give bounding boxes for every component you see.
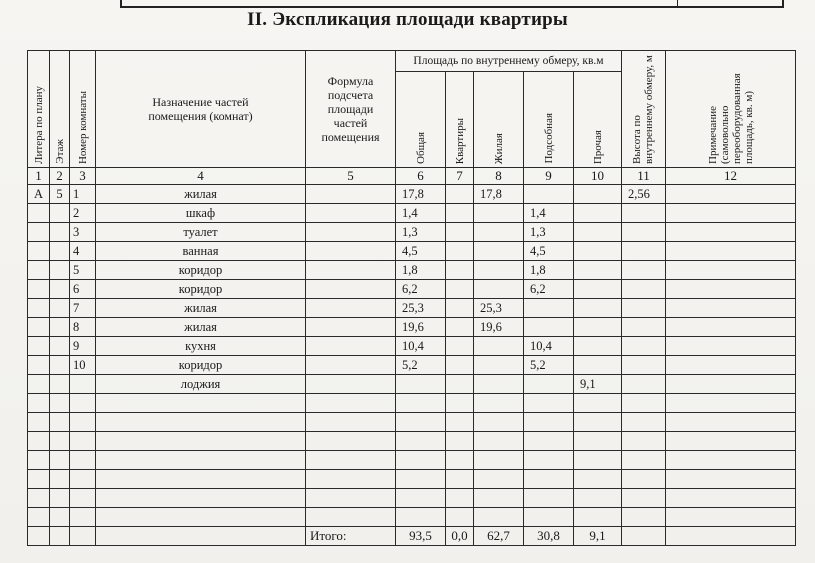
column-number-cell: 8 (474, 168, 524, 185)
header-primechanie: Примечание (самовольно переоборудованная площадь, кв. м) (666, 51, 796, 168)
table-row (28, 470, 796, 489)
column-number-cell: 10 (574, 168, 622, 185)
table-row (28, 508, 796, 527)
vysota-cell (622, 337, 666, 356)
litera-cell (28, 470, 50, 489)
podsobnaya-cell: 1,3 (524, 223, 574, 242)
formula-cell (306, 337, 396, 356)
primechanie-cell (666, 489, 796, 508)
podsobnaya-cell: 1,4 (524, 204, 574, 223)
obshaya-cell (396, 413, 446, 432)
litera-cell (28, 413, 50, 432)
primechanie-cell (666, 337, 796, 356)
litera-cell (28, 242, 50, 261)
total-empty-cell (70, 527, 96, 546)
room-number-cell: 10 (70, 356, 96, 375)
zhilaya-cell (474, 375, 524, 394)
room-number-cell: 5 (70, 261, 96, 280)
prochaya-cell (574, 413, 622, 432)
zhilaya-cell (474, 413, 524, 432)
total-empty-cell (666, 527, 796, 546)
primechanie-cell (666, 261, 796, 280)
table-row (28, 242, 796, 261)
podsobnaya-cell (524, 470, 574, 489)
column-number-cell: 3 (70, 168, 96, 185)
vysota-cell (622, 394, 666, 413)
obshaya-cell (396, 394, 446, 413)
vysota-cell (622, 508, 666, 527)
vysota-cell (622, 223, 666, 242)
table-row (28, 318, 796, 337)
room-number-cell (70, 451, 96, 470)
formula-cell (306, 508, 396, 527)
table-row (28, 261, 796, 280)
primechanie-cell (666, 413, 796, 432)
etazh-cell (50, 261, 70, 280)
total-kvartiry: 0,0 (446, 527, 474, 546)
primechanie-cell (666, 204, 796, 223)
room-number-cell (70, 470, 96, 489)
obshaya-cell: 1,4 (396, 204, 446, 223)
vysota-cell (622, 470, 666, 489)
litera-cell (28, 261, 50, 280)
room-name-cell: шкаф (96, 204, 306, 223)
room-number-cell: 6 (70, 280, 96, 299)
formula-cell (306, 394, 396, 413)
room-name-cell: коридор (96, 280, 306, 299)
total-podsobnaya: 30,8 (524, 527, 574, 546)
zhilaya-cell (474, 451, 524, 470)
obshaya-cell (396, 451, 446, 470)
obshaya-cell (396, 470, 446, 489)
podsobnaya-cell (524, 318, 574, 337)
column-number-cell: 2 (50, 168, 70, 185)
etazh-cell (50, 280, 70, 299)
total-empty-cell (28, 527, 50, 546)
formula-cell (306, 318, 396, 337)
vysota-cell (622, 261, 666, 280)
room-number-cell (70, 394, 96, 413)
primechanie-cell (666, 299, 796, 318)
obshaya-cell (396, 489, 446, 508)
kvartiry-cell (446, 204, 474, 223)
litera-cell (28, 299, 50, 318)
room-name-cell (96, 508, 306, 527)
primechanie-cell (666, 242, 796, 261)
header-nomer: Номер комнаты (70, 51, 96, 168)
header-formula: Формула подсчета площади частей помещения (306, 51, 396, 168)
etazh-cell (50, 489, 70, 508)
podsobnaya-cell (524, 489, 574, 508)
prochaya-cell (574, 299, 622, 318)
total-zhilaya: 62,7 (474, 527, 524, 546)
prochaya-cell (574, 223, 622, 242)
kvartiry-cell (446, 299, 474, 318)
zhilaya-cell (474, 508, 524, 527)
zhilaya-cell (474, 356, 524, 375)
room-name-cell (96, 394, 306, 413)
litera-cell: А (28, 185, 50, 204)
primechanie-cell (666, 318, 796, 337)
vysota-cell (622, 489, 666, 508)
litera-cell (28, 394, 50, 413)
kvartiry-cell (446, 489, 474, 508)
podsobnaya-cell (524, 432, 574, 451)
primechanie-cell (666, 223, 796, 242)
prochaya-cell (574, 185, 622, 204)
column-numbers-row (28, 168, 796, 185)
header-prochaya: Прочая (574, 72, 622, 168)
kvartiry-cell (446, 470, 474, 489)
header-podsobnaya: Подсобная (524, 72, 574, 168)
vysota-cell (622, 318, 666, 337)
column-number-cell: 12 (666, 168, 796, 185)
previous-table-edge (120, 0, 784, 8)
zhilaya-cell (474, 394, 524, 413)
litera-cell (28, 375, 50, 394)
zhilaya-cell (474, 470, 524, 489)
table-row (28, 299, 796, 318)
header-naznachenie: Назначение частей помещения (комнат) (96, 51, 306, 168)
kvartiry-cell (446, 356, 474, 375)
room-number-cell (70, 432, 96, 451)
header-litera: Литера по плану (28, 51, 50, 168)
vysota-cell (622, 204, 666, 223)
podsobnaya-cell: 10,4 (524, 337, 574, 356)
formula-cell (306, 375, 396, 394)
formula-cell (306, 299, 396, 318)
header-vysota: Высота по внутреннему обмеру, м (622, 51, 666, 168)
litera-cell (28, 432, 50, 451)
prochaya-cell (574, 394, 622, 413)
primechanie-cell (666, 394, 796, 413)
header-zhilaya: Жилая (474, 72, 524, 168)
kvartiry-cell (446, 185, 474, 204)
kvartiry-cell (446, 375, 474, 394)
room-name-cell (96, 470, 306, 489)
prochaya-cell (574, 337, 622, 356)
prochaya-cell (574, 261, 622, 280)
total-empty-cell (50, 527, 70, 546)
primechanie-cell (666, 356, 796, 375)
obshaya-cell: 1,3 (396, 223, 446, 242)
vysota-cell (622, 356, 666, 375)
zhilaya-cell (474, 261, 524, 280)
formula-cell (306, 261, 396, 280)
obshaya-cell: 5,2 (396, 356, 446, 375)
table-row (28, 280, 796, 299)
column-number-cell: 6 (396, 168, 446, 185)
column-number-cell: 5 (306, 168, 396, 185)
room-number-cell: 8 (70, 318, 96, 337)
prochaya-cell (574, 318, 622, 337)
formula-cell (306, 204, 396, 223)
kvartiry-cell (446, 432, 474, 451)
litera-cell (28, 508, 50, 527)
obshaya-cell: 1,8 (396, 261, 446, 280)
prochaya-cell (574, 280, 622, 299)
obshaya-cell (396, 508, 446, 527)
vysota-cell (622, 451, 666, 470)
zhilaya-cell (474, 242, 524, 261)
etazh-cell (50, 451, 70, 470)
room-name-cell: жилая (96, 185, 306, 204)
room-name-cell (96, 413, 306, 432)
room-name-cell: лоджия (96, 375, 306, 394)
primechanie-cell (666, 185, 796, 204)
room-name-cell: ванная (96, 242, 306, 261)
litera-cell (28, 356, 50, 375)
obshaya-cell: 25,3 (396, 299, 446, 318)
prochaya-cell (574, 508, 622, 527)
formula-cell (306, 413, 396, 432)
room-name-cell: жилая (96, 299, 306, 318)
room-number-cell (70, 489, 96, 508)
total-label: Итого: (306, 527, 396, 546)
table-row (28, 204, 796, 223)
podsobnaya-cell: 5,2 (524, 356, 574, 375)
formula-cell (306, 356, 396, 375)
prochaya-cell (574, 489, 622, 508)
podsobnaya-cell: 1,8 (524, 261, 574, 280)
table-row (28, 413, 796, 432)
litera-cell (28, 489, 50, 508)
etazh-cell (50, 242, 70, 261)
etazh-cell (50, 356, 70, 375)
prochaya-cell (574, 470, 622, 489)
etazh-cell (50, 375, 70, 394)
total-obshaya: 93,5 (396, 527, 446, 546)
etazh-cell (50, 337, 70, 356)
zhilaya-cell (474, 432, 524, 451)
formula-cell (306, 185, 396, 204)
primechanie-cell (666, 470, 796, 489)
podsobnaya-cell: 4,5 (524, 242, 574, 261)
zhilaya-cell: 17,8 (474, 185, 524, 204)
room-number-cell (70, 508, 96, 527)
room-number-cell (70, 413, 96, 432)
litera-cell (28, 318, 50, 337)
room-number-cell: 1 (70, 185, 96, 204)
podsobnaya-cell (524, 375, 574, 394)
formula-cell (306, 223, 396, 242)
podsobnaya-cell (524, 508, 574, 527)
primechanie-cell (666, 432, 796, 451)
vysota-cell (622, 242, 666, 261)
kvartiry-cell (446, 337, 474, 356)
etazh-cell (50, 223, 70, 242)
table-row (28, 185, 796, 204)
podsobnaya-cell (524, 451, 574, 470)
litera-cell (28, 280, 50, 299)
total-row (28, 527, 796, 546)
vysota-cell (622, 280, 666, 299)
prochaya-cell (574, 242, 622, 261)
prochaya-cell (574, 204, 622, 223)
room-number-cell: 4 (70, 242, 96, 261)
column-number-cell: 4 (96, 168, 306, 185)
prochaya-cell (574, 451, 622, 470)
header-etazh: Этаж (50, 51, 70, 168)
prochaya-cell (574, 356, 622, 375)
page-title: II. Экспликация площади квартиры (247, 9, 568, 30)
litera-cell (28, 451, 50, 470)
obshaya-cell: 19,6 (396, 318, 446, 337)
obshaya-cell (396, 432, 446, 451)
formula-cell (306, 489, 396, 508)
kvartiry-cell (446, 223, 474, 242)
total-empty-cell (622, 527, 666, 546)
obshaya-cell: 6,2 (396, 280, 446, 299)
table-row (28, 394, 796, 413)
room-name-cell: кухня (96, 337, 306, 356)
room-name-cell: жилая (96, 318, 306, 337)
primechanie-cell (666, 451, 796, 470)
vysota-cell: 2,56 (622, 185, 666, 204)
zhilaya-cell (474, 204, 524, 223)
kvartiry-cell (446, 280, 474, 299)
room-number-cell (70, 375, 96, 394)
explication-table (27, 50, 796, 546)
prochaya-cell (574, 432, 622, 451)
formula-cell (306, 451, 396, 470)
formula-cell (306, 470, 396, 489)
obshaya-cell: 4,5 (396, 242, 446, 261)
zhilaya-cell (474, 337, 524, 356)
podsobnaya-cell: 6,2 (524, 280, 574, 299)
litera-cell (28, 204, 50, 223)
table-row (28, 375, 796, 394)
zhilaya-cell (474, 280, 524, 299)
etazh-cell (50, 432, 70, 451)
room-name-cell: коридор (96, 356, 306, 375)
etazh-cell: 5 (50, 185, 70, 204)
kvartiry-cell (446, 413, 474, 432)
vysota-cell (622, 375, 666, 394)
room-name-cell (96, 432, 306, 451)
header-area-group: Площадь по внутреннему обмеру, кв.м (396, 51, 622, 72)
column-number-cell: 7 (446, 168, 474, 185)
room-number-cell: 2 (70, 204, 96, 223)
formula-cell (306, 432, 396, 451)
total-empty-cell (96, 527, 306, 546)
room-number-cell: 9 (70, 337, 96, 356)
prochaya-cell: 9,1 (574, 375, 622, 394)
table-row (28, 223, 796, 242)
vysota-cell (622, 432, 666, 451)
litera-cell (28, 337, 50, 356)
column-number-cell: 11 (622, 168, 666, 185)
room-number-cell: 3 (70, 223, 96, 242)
table-row (28, 356, 796, 375)
table-row (28, 432, 796, 451)
room-name-cell: коридор (96, 261, 306, 280)
etazh-cell (50, 299, 70, 318)
primechanie-cell (666, 508, 796, 527)
etazh-cell (50, 318, 70, 337)
room-number-cell: 7 (70, 299, 96, 318)
kvartiry-cell (446, 242, 474, 261)
obshaya-cell: 17,8 (396, 185, 446, 204)
header-obshaya: Общая (396, 72, 446, 168)
podsobnaya-cell (524, 299, 574, 318)
obshaya-cell: 10,4 (396, 337, 446, 356)
column-number-cell: 9 (524, 168, 574, 185)
podsobnaya-cell (524, 185, 574, 204)
primechanie-cell (666, 375, 796, 394)
vysota-cell (622, 413, 666, 432)
table-row (28, 451, 796, 470)
etazh-cell (50, 508, 70, 527)
podsobnaya-cell (524, 394, 574, 413)
room-name-cell (96, 451, 306, 470)
litera-cell (28, 223, 50, 242)
zhilaya-cell (474, 489, 524, 508)
etazh-cell (50, 470, 70, 489)
kvartiry-cell (446, 394, 474, 413)
formula-cell (306, 280, 396, 299)
header-kvartiry: Квартиры (446, 72, 474, 168)
kvartiry-cell (446, 508, 474, 527)
table-row (28, 489, 796, 508)
zhilaya-cell: 25,3 (474, 299, 524, 318)
kvartiry-cell (446, 261, 474, 280)
formula-cell (306, 242, 396, 261)
kvartiry-cell (446, 318, 474, 337)
podsobnaya-cell (524, 413, 574, 432)
vysota-cell (622, 299, 666, 318)
zhilaya-cell (474, 223, 524, 242)
total-prochaya: 9,1 (574, 527, 622, 546)
etazh-cell (50, 394, 70, 413)
primechanie-cell (666, 280, 796, 299)
etazh-cell (50, 204, 70, 223)
table-row (28, 337, 796, 356)
etazh-cell (50, 413, 70, 432)
column-number-cell: 1 (28, 168, 50, 185)
kvartiry-cell (446, 451, 474, 470)
zhilaya-cell: 19,6 (474, 318, 524, 337)
room-name-cell (96, 489, 306, 508)
obshaya-cell (396, 375, 446, 394)
room-name-cell: туалет (96, 223, 306, 242)
